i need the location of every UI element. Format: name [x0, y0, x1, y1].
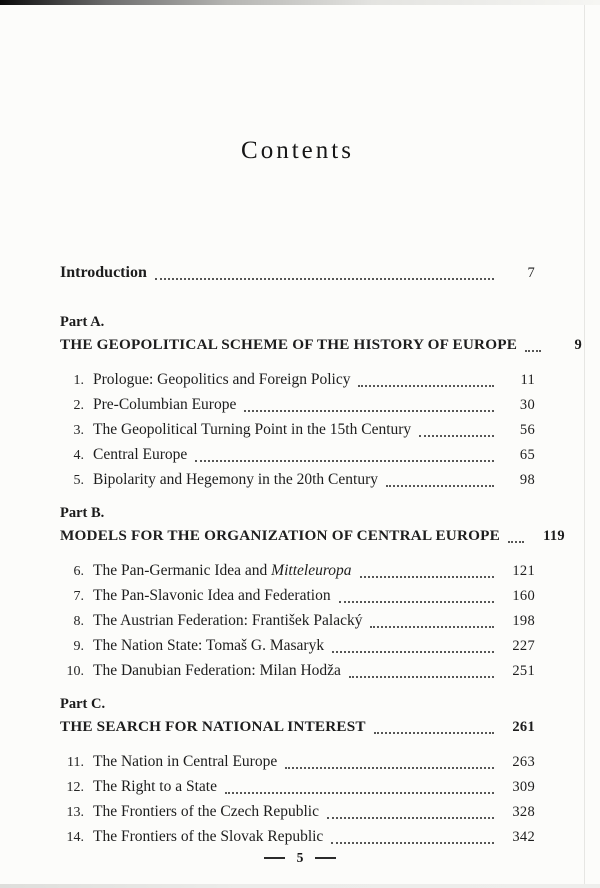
entry-title: The Frontiers of the Czech Republic [93, 803, 319, 820]
dot-leader [360, 576, 494, 578]
part-page-number: 119 [543, 528, 565, 544]
entry-page-number: 263 [512, 754, 535, 770]
toc-part-a [60, 311, 583, 492]
entry-title: The Nation in Central Europe [93, 753, 278, 770]
part-title-row [60, 524, 565, 548]
scan-artifact-bottom-edge [0, 884, 600, 888]
toc-entry [60, 749, 535, 774]
dot-leader [508, 541, 524, 543]
toc-part-b [60, 502, 565, 683]
part-page-number: 261 [512, 719, 535, 735]
entry-number: 10. [66, 664, 84, 679]
entry-page-number: 160 [512, 588, 535, 604]
entry-title: The Pan-Germanic Idea and [93, 562, 272, 579]
entry-number: 12. [66, 780, 84, 795]
entry-number: 5. [73, 473, 84, 488]
dot-leader [349, 676, 494, 678]
dot-leader [370, 626, 494, 628]
entry-title: Central Europe [93, 446, 188, 463]
entry-title: The Austrian Federation: František Palacký [93, 612, 363, 629]
entry-number: 3. [73, 423, 84, 438]
entry-title: Pre-Columbian Europe [93, 396, 237, 413]
footer-dash-right [315, 857, 336, 859]
dot-leader [374, 732, 494, 734]
part-label: Part B. [60, 505, 105, 521]
part-label: Part C. [60, 696, 106, 712]
entry-page-number: 328 [512, 804, 535, 820]
toc-entry [60, 633, 535, 658]
part-label: Part A. [60, 314, 105, 330]
dot-leader [332, 651, 494, 653]
dot-leader [339, 601, 494, 603]
toc-entry [60, 608, 535, 633]
part-c-items [60, 749, 535, 849]
entry-number: 13. [66, 805, 84, 820]
part-title: MODELS FOR THE ORGANIZATION OF CENTRAL EUROPE [60, 527, 500, 544]
toc-part-c [60, 693, 535, 849]
entry-page-number: 198 [512, 613, 535, 629]
entry-title: The Danubian Federation: Milan Hodža [93, 662, 341, 679]
entry-number: 14. [66, 830, 84, 845]
entry-page-number: 121 [512, 563, 535, 579]
dot-leader [331, 842, 494, 844]
entry-title: Introduction [60, 264, 147, 281]
toc-entry [60, 442, 535, 467]
entry-title: The Geopolitical Turning Point in the 15th Century [93, 421, 412, 438]
dot-leader [358, 385, 494, 387]
entry-page-number: 56 [519, 422, 535, 438]
dot-leader [285, 767, 494, 769]
part-b-items [60, 558, 535, 683]
part-title-row [60, 715, 535, 739]
dot-leader [386, 485, 494, 487]
part-a-items [60, 367, 535, 492]
entry-page-number: 309 [512, 779, 535, 795]
footer-dash-left [264, 857, 285, 859]
toc-entry-introduction [60, 260, 535, 285]
toc-entry [60, 558, 535, 583]
entry-number: 1. [73, 373, 84, 388]
entry-number: 8. [73, 614, 84, 629]
entry-page-number: 251 [512, 663, 535, 679]
entry-page-number: 7 [527, 265, 535, 281]
dot-leader [244, 410, 494, 412]
entry-number: 9. [73, 639, 84, 654]
part-title: THE GEOPOLITICAL SCHEME OF THE HISTORY OF EUROPE [60, 336, 518, 353]
part-title: THE SEARCH FOR NATIONAL INTEREST [60, 718, 366, 735]
toc-entry [60, 799, 535, 824]
entry-number: 7. [73, 589, 84, 604]
entry-number: 4. [73, 448, 84, 463]
dot-leader [525, 350, 541, 352]
toc-entry [60, 367, 535, 392]
entry-page-number: 30 [519, 397, 535, 413]
toc-entry [60, 658, 535, 683]
page-footer [0, 851, 600, 865]
entry-title: The Nation State: Tomaš G. Masaryk [93, 637, 325, 654]
entry-page-number: 65 [519, 447, 535, 463]
entry-title-italic: Mitteleuropa [271, 562, 352, 579]
toc-entry [60, 824, 535, 849]
dot-leader [225, 792, 494, 794]
entry-title: The Frontiers of the Slovak Republic [93, 828, 324, 845]
scan-artifact-top-edge [0, 0, 600, 5]
entry-number: 6. [73, 564, 84, 579]
entry-number: 11. [67, 755, 84, 770]
entry-title: The Pan-Slavonic Idea and Federation [93, 587, 331, 604]
entry-page-number: 227 [512, 638, 535, 654]
dot-leader [327, 817, 494, 819]
entry-number: 2. [73, 398, 84, 413]
entry-page-number: 342 [512, 829, 535, 845]
part-page-number: 9 [574, 337, 583, 353]
dot-leader [419, 435, 494, 437]
toc-entry [60, 774, 535, 799]
entry-title: Prologue: Geopolitics and Foreign Policy [93, 371, 351, 388]
entry-page-number: 11 [520, 372, 535, 388]
dot-leader [195, 460, 494, 462]
entry-title: Bipolarity and Hegemony in the 20th Century [93, 471, 378, 488]
toc-content [0, 136, 600, 849]
toc-entry [60, 467, 535, 492]
toc-entry [60, 392, 535, 417]
entry-page-number: 98 [519, 472, 535, 488]
dot-leader [155, 278, 494, 280]
entry-title: The Right to a State [93, 778, 217, 795]
toc-entry [60, 583, 535, 608]
footer-page-number: 5 [296, 850, 304, 865]
page-title: Contents [241, 137, 354, 164]
toc-entry [60, 417, 535, 442]
part-title-row [60, 333, 583, 357]
